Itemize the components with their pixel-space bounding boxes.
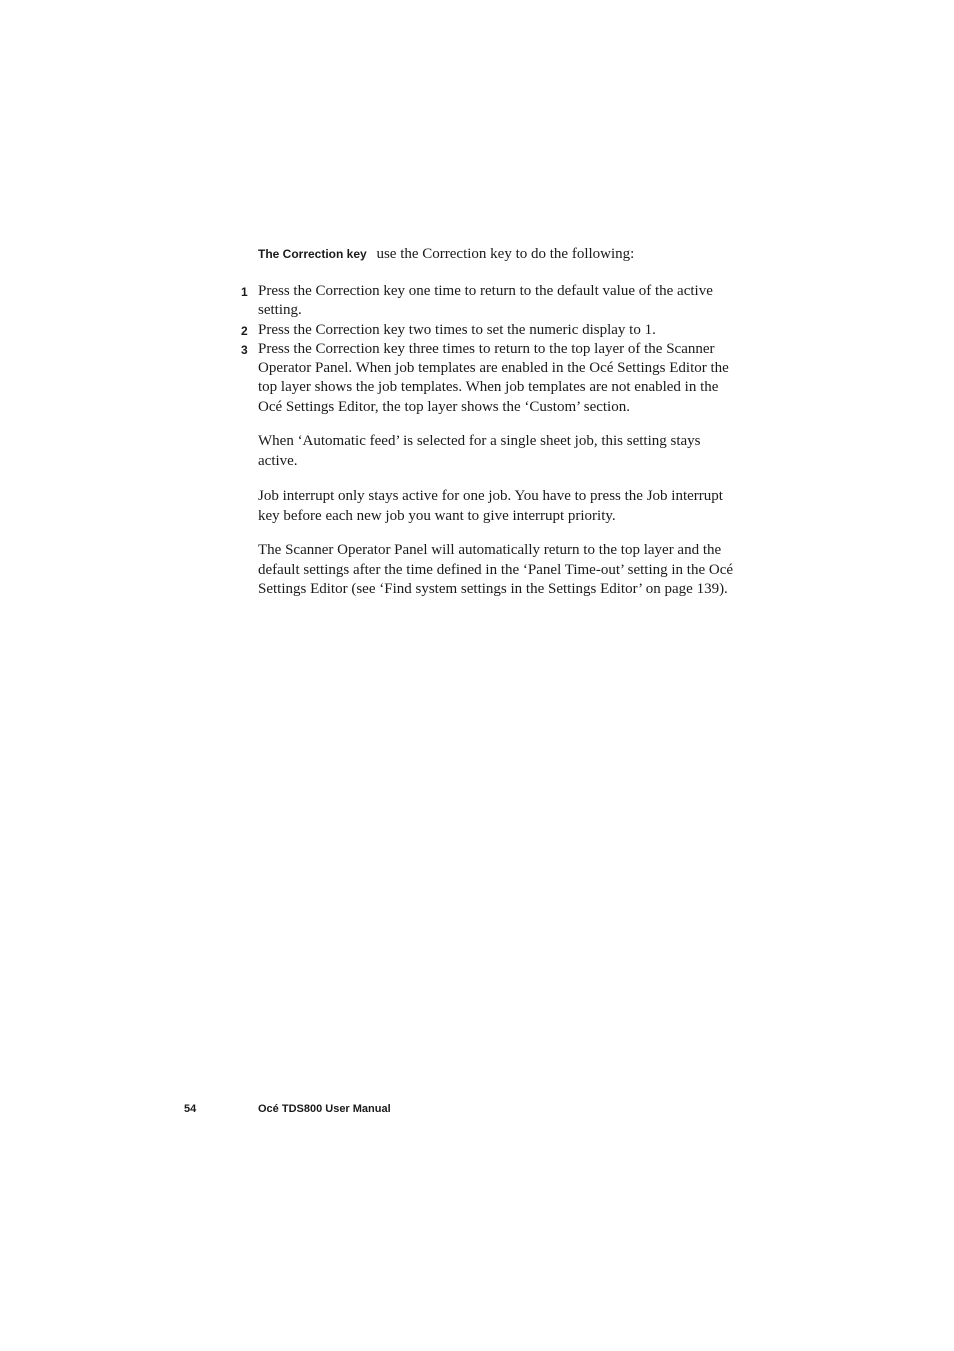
page-number: 54 (184, 1103, 197, 1115)
step-number: 3 (241, 342, 248, 357)
manual-title: Océ TDS800 User Manual (258, 1103, 391, 1115)
section-intro-text: use the Correction key to do the following: (376, 246, 635, 262)
step-number: 2 (241, 323, 248, 338)
step-text: Press the Correction key two times to set the numeric display to 1. (258, 321, 656, 338)
step-text: Press the Correction key three times to return to the top layer of the Scanner Operator Panel. When job templates are enabled in the Océ Settings Editor the top layer shows the job templates. When job templates are not enabled in the Océ Settings Editor, the top layer shows the ‘Custom’ section. (258, 340, 729, 415)
list-item (241, 321, 738, 340)
steps-list (241, 282, 738, 417)
section-intro (258, 245, 738, 264)
note-panel-timeout: The Scanner Operator Panel will automatically return to the top layer and the default settings after the time defined in the ‘Panel Time-out’ setting in the Océ Settings Editor (see ‘Find system settings in the Settings Editor’ on page 139). (258, 542, 734, 597)
list-item (241, 340, 738, 417)
section-label: The Correction key (258, 247, 367, 261)
note-job-interrupt: Job interrupt only stays active for one job. You have to press the Job interrupt key before each new job you want to give interrupt priority. (258, 488, 723, 524)
step-text: Press the Correction key one time to return to the default value of the active setting. (258, 283, 713, 319)
step-number: 1 (241, 285, 248, 299)
list-item (241, 282, 738, 321)
note-automatic-feed: When ‘Automatic feed’ is selected for a single sheet job, this setting stays active. (258, 433, 701, 469)
